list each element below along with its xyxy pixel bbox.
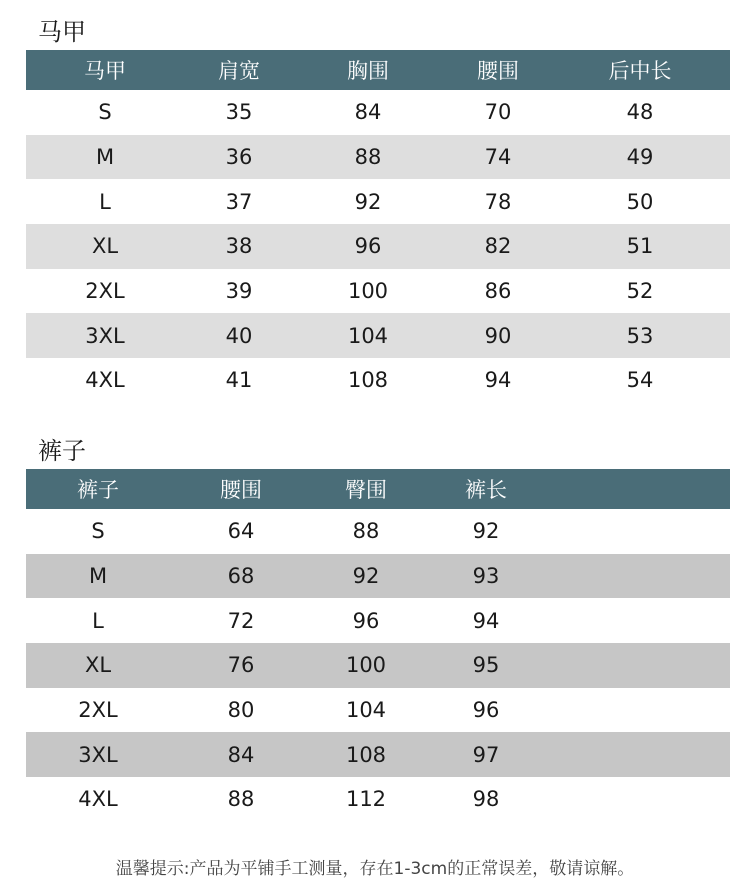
vest-size-table	[26, 50, 730, 403]
table-cell: 4XL	[78, 787, 118, 812]
table-row	[26, 509, 730, 554]
table-cell: XL	[91, 234, 119, 259]
column-header: 裤长	[465, 478, 507, 502]
table-row	[26, 732, 730, 777]
column-header: 肩宽	[218, 59, 260, 83]
table-row	[26, 688, 730, 733]
column-header: 马甲	[84, 59, 126, 83]
table-cell: 36	[225, 145, 253, 170]
table-row	[26, 135, 730, 180]
table-cell: 3XL	[78, 742, 118, 767]
table-cell: S	[91, 519, 105, 544]
table-cell: 52	[626, 279, 654, 304]
vest-section-title: 马甲	[38, 18, 86, 46]
table-cell: 96	[472, 698, 500, 723]
table-cell: 35	[225, 100, 253, 125]
table-cell: 70	[484, 100, 512, 125]
table-cell: L	[92, 608, 104, 633]
column-header: 腰围	[477, 59, 519, 83]
column-header: 胸围	[347, 59, 389, 83]
table-cell: 95	[472, 653, 500, 678]
table-cell: 54	[626, 368, 654, 393]
table-cell: 53	[626, 323, 654, 348]
table-cell: 4XL	[85, 368, 125, 393]
table-cell: 40	[225, 323, 253, 348]
table-cell: 92	[472, 519, 500, 544]
table-cell: L	[99, 189, 111, 214]
table-cell: 86	[484, 279, 512, 304]
table-cell: 68	[227, 564, 255, 589]
table-cell: M	[95, 145, 115, 170]
table-cell: 94	[472, 608, 500, 633]
table-row	[26, 598, 730, 643]
table-row	[26, 224, 730, 269]
table-cell: 3XL	[85, 323, 125, 348]
column-header: 裤子	[77, 478, 119, 502]
table-cell: 96	[352, 608, 380, 633]
table-cell: 51	[626, 234, 654, 259]
table-cell: 104	[347, 323, 389, 348]
table-cell: 100	[345, 653, 387, 678]
table-row	[26, 554, 730, 599]
table-cell: 41	[225, 368, 253, 393]
table-cell: 104	[345, 698, 387, 723]
table-cell: 88	[352, 519, 380, 544]
table-cell: 39	[225, 279, 253, 304]
table-cell: 96	[354, 234, 382, 259]
table-cell: 92	[352, 564, 380, 589]
column-header: 臀围	[345, 478, 387, 502]
table-cell: 72	[227, 608, 255, 633]
table-cell: 90	[484, 323, 512, 348]
table-row	[26, 313, 730, 358]
table-cell: 94	[484, 368, 512, 393]
table-row	[26, 90, 730, 135]
table-cell: 78	[484, 189, 512, 214]
table-cell: S	[98, 100, 112, 125]
table-row	[26, 777, 730, 822]
footer-note: 温馨提示:产品为平铺手工测量，存在1-3cm的正常误差，敬请谅解。	[115, 859, 635, 879]
pants-size-table	[26, 469, 730, 822]
table-cell: 37	[225, 189, 253, 214]
table-cell: 49	[626, 145, 654, 170]
table-cell: 100	[347, 279, 389, 304]
table-cell: 88	[227, 787, 255, 812]
table-cell: 108	[347, 368, 389, 393]
table-cell: 64	[227, 519, 255, 544]
table-cell: 93	[472, 564, 500, 589]
table-cell: M	[88, 564, 108, 589]
table-cell: 112	[345, 787, 387, 812]
table-cell: 76	[227, 653, 255, 678]
table-cell: XL	[84, 653, 112, 678]
table-cell: 2XL	[78, 698, 118, 723]
table-cell: 82	[484, 234, 512, 259]
table-cell: 2XL	[85, 279, 125, 304]
table-cell: 88	[354, 145, 382, 170]
column-header: 后中长	[608, 59, 672, 83]
table-row	[26, 358, 730, 403]
table-row	[26, 269, 730, 314]
table-cell: 84	[227, 742, 255, 767]
table-cell: 108	[345, 742, 387, 767]
table-header-row	[26, 50, 730, 90]
table-cell: 38	[225, 234, 253, 259]
table-cell: 97	[472, 742, 500, 767]
table-cell: 80	[227, 698, 255, 723]
table-header-row	[26, 469, 730, 509]
pants-section-title: 裤子	[38, 437, 86, 465]
table-cell: 98	[472, 787, 500, 812]
table-row	[26, 643, 730, 688]
column-header: 腰围	[220, 478, 262, 502]
table-cell: 84	[354, 100, 382, 125]
table-cell: 92	[354, 189, 382, 214]
table-cell: 48	[626, 100, 654, 125]
table-cell: 74	[484, 145, 512, 170]
table-row	[26, 179, 730, 224]
table-cell: 50	[626, 189, 654, 214]
